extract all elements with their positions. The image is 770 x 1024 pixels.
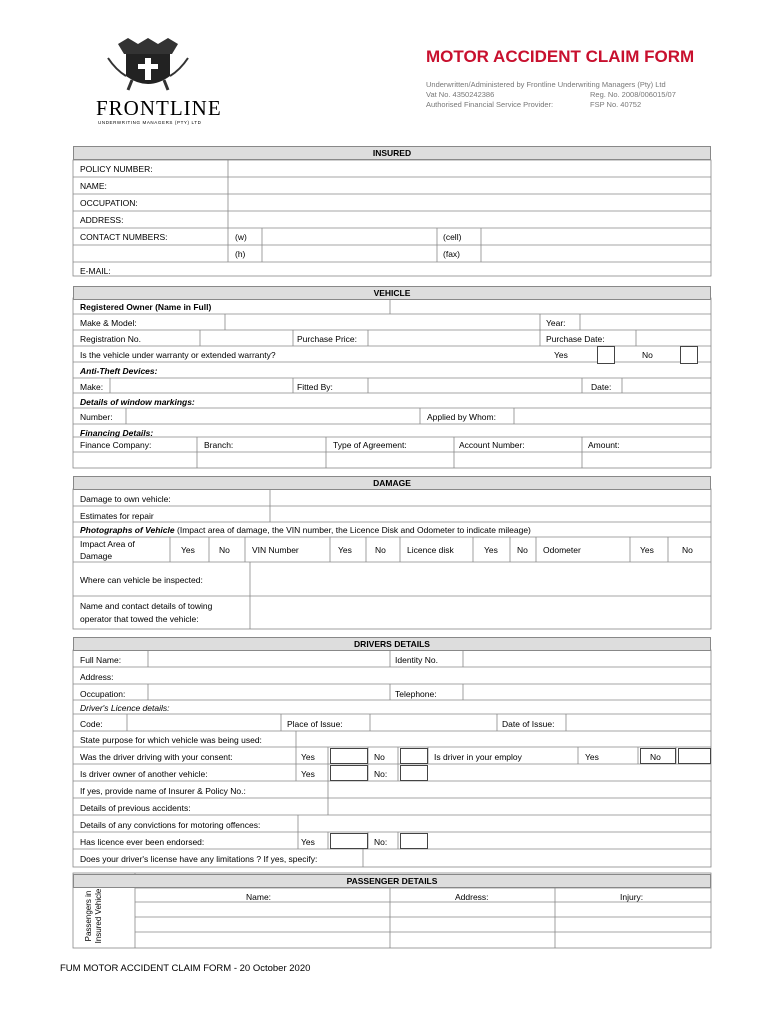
limitations-question: Does your driver's license have any limitations ? If yes, specify: — [80, 854, 318, 864]
employ-question: Is driver in your employ — [434, 752, 522, 762]
warranty-no-label: No — [642, 350, 653, 360]
licence-disk-label: Licence disk — [407, 545, 454, 555]
licence-code-label: Code: — [80, 719, 103, 729]
passenger-heading: PASSENGER DETAILS — [73, 874, 711, 888]
window-markings-label: Details of window markings: — [80, 397, 195, 407]
drivers-heading: DRIVERS DETAILS — [73, 637, 711, 651]
address-label: ADDRESS: — [80, 215, 124, 225]
driver-occupation-label: Occupation: — [80, 689, 126, 699]
previous-accidents-label: Details of previous accidents: — [80, 803, 191, 813]
driver-full-name-label: Full Name: — [80, 655, 122, 665]
account-number-label: Account Number: — [459, 440, 525, 450]
passengers-side-label: Passengers in Insured Vehicle — [84, 888, 103, 944]
marking-number-label: Number: — [80, 412, 113, 422]
employ-yes-label: Yes — [585, 752, 599, 762]
fsp-label: Authorised Financial Service Provider: — [426, 100, 554, 109]
fax-label: (fax) — [443, 249, 460, 259]
form-title: MOTOR ACCIDENT CLAIM FORM — [426, 47, 695, 66]
own-damage-label: Damage to own vehicle: — [80, 494, 171, 504]
disk-no[interactable]: No — [517, 545, 528, 555]
impact-no[interactable]: No — [219, 545, 230, 555]
other-vehicle-yes-checkbox[interactable] — [330, 765, 368, 781]
employ-no-label: No — [650, 752, 661, 762]
vin-no[interactable]: No — [375, 545, 386, 555]
antitheft-label: Anti-Theft Devices: — [80, 366, 158, 376]
vin-number-label: VIN Number — [252, 545, 299, 555]
cell-phone-label: (cell) — [443, 232, 462, 242]
year-label: Year: — [546, 318, 566, 328]
odometer-label: Odometer — [543, 545, 581, 555]
endorsed-no-label: No: — [374, 837, 388, 847]
email-label: E-MAIL: — [80, 266, 111, 276]
reg-number: Reg. No. 2008/006015/07 — [590, 90, 676, 99]
endorsed-yes-label: Yes — [301, 837, 315, 847]
telephone-label: Telephone: — [395, 689, 437, 699]
vehicle-heading: VEHICLE — [73, 286, 711, 300]
applied-by-label: Applied by Whom: — [427, 412, 496, 422]
agreement-type-label: Type of Agreement: — [333, 440, 407, 450]
logo-tagline: UNDERWRITING MANAGERS (PTY) LTD — [98, 120, 202, 125]
other-vehicle-no-label: No: — [374, 769, 388, 779]
photographs-label — [80, 525, 531, 535]
warranty-yes-checkbox[interactable] — [597, 346, 615, 364]
vehicle-purpose-label: State purpose for which vehicle was being used: — [80, 735, 262, 745]
warranty-no-checkbox[interactable] — [680, 346, 698, 364]
passenger-address-header: Address: — [455, 892, 489, 902]
consent-question: Was the driver driving with your consent: — [80, 752, 233, 762]
policy-number-label: POLICY NUMBER: — [80, 164, 153, 174]
identity-no-label: Identity No. — [395, 655, 438, 665]
odometer-no[interactable]: No — [682, 545, 693, 555]
consent-yes-checkbox[interactable] — [330, 748, 368, 764]
photographs-title: Photographs of Vehicle — [80, 525, 175, 535]
footer-text: FUM MOTOR ACCIDENT CLAIM FORM - 20 October 2020 — [60, 963, 311, 974]
warranty-question: Is the vehicle under warranty or extended warranty? — [80, 350, 276, 360]
inspection-location-label: Where can vehicle be inspected: — [80, 575, 203, 585]
consent-no-checkbox[interactable] — [400, 748, 428, 764]
consent-no-label: No — [374, 752, 385, 762]
impact-area-label-2: Damage — [80, 551, 113, 561]
disk-yes[interactable]: Yes — [484, 545, 498, 555]
impact-yes[interactable]: Yes — [181, 545, 195, 555]
fitted-by-label: Fitted By: — [297, 382, 333, 392]
date-of-issue-label: Date of Issue: — [502, 719, 555, 729]
registered-owner-label: Registered Owner (Name in Full) — [80, 302, 212, 312]
towing-label-1: Name and contact details of towing — [80, 601, 213, 611]
endorsed-yes-checkbox[interactable] — [330, 833, 368, 849]
endorsed-question: Has licence ever been endorsed: — [80, 837, 205, 847]
purchase-price-label: Purchase Price: — [297, 334, 357, 344]
insured-heading: INSURED — [73, 146, 711, 160]
passenger-injury-header: Injury: — [620, 892, 644, 902]
underwriter-line: Underwritten/Administered by Frontline Underwriting Managers (Pty) Ltd — [426, 80, 666, 89]
employ-no-checkbox[interactable] — [678, 748, 711, 764]
name-label: NAME: — [80, 181, 107, 191]
other-vehicle-yes-label: Yes — [301, 769, 315, 779]
branch-label: Branch: — [204, 440, 234, 450]
antitheft-date-label: Date: — [591, 382, 612, 392]
logo-brand: FRONTLINE — [96, 96, 222, 120]
occupation-label: OCCUPATION: — [80, 198, 138, 208]
insurer-policy-label: If yes, provide name of Insurer & Policy No.: — [80, 786, 246, 796]
towing-label-2: operator that towed the vehicle: — [80, 614, 199, 624]
fsp-number: FSP No. 40752 — [590, 100, 642, 109]
vat-number: Vat No. 4350242386 — [426, 90, 495, 99]
odometer-yes[interactable]: Yes — [640, 545, 654, 555]
photographs-note: (Impact area of damage, the VIN number, the Licence Disk and Odometer to indicate mileage) — [177, 525, 531, 535]
purchase-date-label: Purchase Date: — [546, 334, 605, 344]
passenger-name-header: Name: — [246, 892, 272, 902]
endorsed-no-checkbox[interactable] — [400, 833, 428, 849]
place-of-issue-label: Place of Issue: — [287, 719, 343, 729]
licence-details-label: Driver's Licence details: — [80, 703, 170, 713]
work-phone-label: (w) — [235, 232, 247, 242]
financing-label: Financing Details: — [80, 428, 154, 438]
finance-company-label: Finance Company: — [80, 440, 152, 450]
convictions-label: Details of any convictions for motoring offences: — [80, 820, 261, 830]
other-vehicle-question: Is driver owner of another vehicle: — [80, 769, 208, 779]
amount-label: Amount: — [588, 440, 620, 450]
damage-heading: DAMAGE — [73, 476, 711, 490]
contact-numbers-label: CONTACT NUMBERS: — [80, 232, 168, 242]
make-model-label: Make & Model: — [80, 318, 137, 328]
other-vehicle-no-checkbox[interactable] — [400, 765, 428, 781]
registration-label: Registration No. — [80, 334, 141, 344]
warranty-yes-label: Yes — [554, 350, 568, 360]
vin-yes[interactable]: Yes — [338, 545, 352, 555]
consent-yes-label: Yes — [301, 752, 315, 762]
impact-area-label-1: Impact Area of — [80, 539, 135, 549]
driver-address-label: Address: — [80, 672, 114, 682]
repair-estimates-label: Estimates for repair — [80, 511, 154, 521]
antitheft-make-label: Make: — [80, 382, 104, 392]
home-phone-label: (h) — [235, 249, 246, 259]
